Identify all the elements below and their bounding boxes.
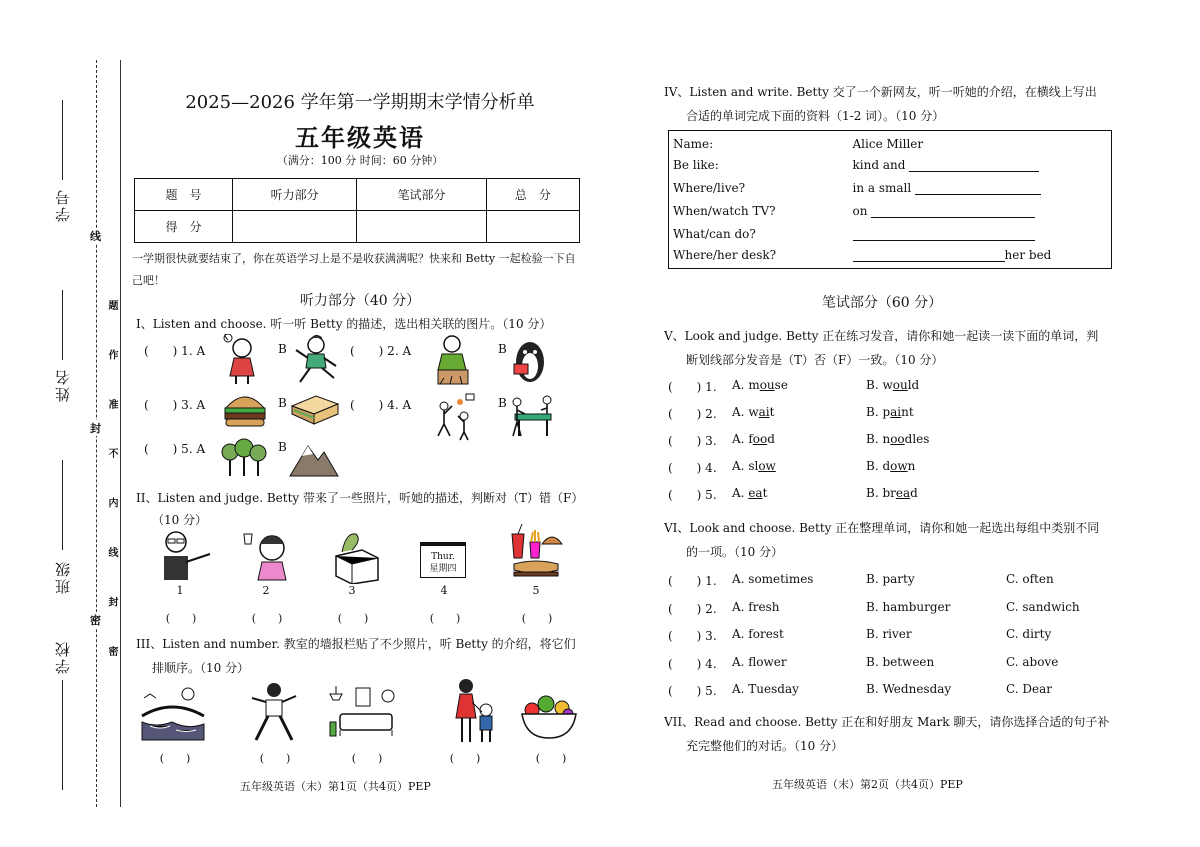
q6-option-a: A. Tuesday bbox=[732, 682, 799, 696]
info-value-desk: her bed bbox=[1004, 247, 1052, 262]
question-2-points: （10 分） bbox=[152, 513, 208, 527]
basketball-players-picture bbox=[430, 392, 476, 442]
score-table bbox=[134, 178, 580, 243]
option-letter: B. bbox=[866, 432, 879, 446]
page-1 bbox=[130, 0, 590, 847]
info-value-be-like: kind and bbox=[852, 158, 906, 172]
mother-child-picture bbox=[450, 676, 500, 746]
question-5-prompt: V、Look and judge. Betty 正在练习发音，请你和她一起读一读下面的单词，判 bbox=[664, 329, 1099, 343]
score-cell-total[interactable] bbox=[486, 211, 579, 243]
seal-feng: 封 bbox=[90, 422, 101, 435]
name-line bbox=[62, 290, 63, 360]
q5-row bbox=[668, 405, 717, 422]
mountain-picture bbox=[288, 438, 340, 478]
word-part: f bbox=[748, 432, 753, 446]
q1-item-4-b: B bbox=[498, 396, 507, 410]
info-key-desk: Where/her desk? bbox=[673, 247, 777, 262]
q5-answer-paren[interactable]: ( ) 3. bbox=[668, 434, 717, 448]
q6-option-c: C. dirty bbox=[1006, 627, 1052, 641]
underlined-part: ea bbox=[748, 486, 763, 500]
teacher-pointer-picture bbox=[158, 526, 214, 582]
option-letter: A. bbox=[732, 432, 745, 446]
q5-answer-paren[interactable]: ( ) 1. bbox=[668, 380, 717, 394]
hamburger-picture bbox=[222, 390, 268, 430]
word-part: se bbox=[774, 378, 788, 392]
q6-option-b: B. river bbox=[866, 627, 912, 641]
q5-option-b bbox=[866, 432, 929, 446]
q2-answer-4[interactable]: ( ) bbox=[429, 612, 461, 625]
info-key-live: Where/live? bbox=[673, 181, 746, 195]
q6-option-b: B. between bbox=[866, 654, 935, 669]
q5-option-b bbox=[866, 405, 914, 419]
info-value-live: in a small bbox=[852, 181, 912, 195]
q6-answer-paren[interactable]: ( ) 5. bbox=[668, 684, 717, 698]
q6-option-b: B. Wednesday bbox=[866, 682, 952, 696]
q5-option-b bbox=[866, 459, 915, 473]
q5-answer-paren[interactable]: ( ) 5. bbox=[668, 488, 717, 502]
q6-answer-paren[interactable]: ( ) 2. bbox=[668, 601, 717, 616]
q2-number-2: 2 bbox=[262, 584, 270, 597]
q2-answer-1[interactable]: ( ) bbox=[165, 612, 197, 625]
word-part: m bbox=[748, 378, 760, 392]
q3-answer-2[interactable]: ( ) bbox=[259, 752, 291, 765]
seal-xian: 线 bbox=[90, 230, 101, 243]
page-2 bbox=[662, 0, 1182, 847]
school-label: 学校 bbox=[54, 640, 72, 674]
thursday-label: Thur. bbox=[431, 552, 455, 562]
word-part: w bbox=[882, 378, 893, 392]
q5-answer-paren[interactable]: ( ) 2. bbox=[668, 407, 717, 421]
boy-kungfu-picture bbox=[250, 680, 300, 744]
q6-option-c: C. Dear bbox=[1006, 682, 1052, 696]
question-7-instructions: 充完整他们的对话。（10 分） bbox=[686, 739, 844, 753]
old-man-picture bbox=[430, 334, 476, 388]
option-letter: A. bbox=[732, 459, 745, 473]
q1-item-2-b: B bbox=[498, 342, 507, 356]
pen-pal-info-table bbox=[668, 130, 1112, 269]
q1-item-1-a[interactable]: ( ) 1. A bbox=[144, 344, 206, 358]
q3-answer-5[interactable]: ( ) bbox=[535, 752, 567, 765]
score-cell-listening[interactable] bbox=[232, 211, 357, 243]
blank-watch-tv[interactable] bbox=[871, 204, 1035, 218]
q1-item-5-a[interactable]: ( ) 5. A bbox=[144, 442, 206, 456]
salad-bowl-picture bbox=[518, 694, 580, 740]
option-letter: B. bbox=[866, 486, 879, 500]
q5-option-b bbox=[866, 378, 919, 392]
q2-number-1: 1 bbox=[176, 584, 184, 597]
underlined-part: ea bbox=[895, 486, 911, 500]
option-letter: B. bbox=[866, 378, 879, 392]
blank-be-like[interactable] bbox=[909, 158, 1039, 172]
q6-option-b: B. hamburger bbox=[866, 599, 951, 614]
q6-option-c: C. often bbox=[1006, 572, 1054, 586]
score-row-label: 得 分 bbox=[135, 211, 233, 243]
option-letter: A. bbox=[732, 378, 745, 392]
school-line bbox=[62, 680, 63, 790]
q2-answer-2[interactable]: ( ) bbox=[251, 612, 283, 625]
q5-answer-paren[interactable]: ( ) 4. bbox=[668, 461, 717, 475]
q5-row bbox=[668, 432, 717, 449]
underlined-part: ow bbox=[758, 459, 776, 473]
page-1-footer: 五年级英语（末）第1页（共4页）PEP bbox=[240, 780, 431, 793]
score-header: 总 分 bbox=[486, 179, 579, 211]
q2-number-5: 5 bbox=[532, 584, 540, 597]
seal-warning-text: 题 作 准 不 内 线 封 密 bbox=[106, 300, 117, 675]
q1-item-3-b: B bbox=[278, 396, 287, 410]
underlined-part: ou bbox=[759, 378, 775, 392]
underlined-part: oo bbox=[752, 432, 768, 446]
q5-option-a bbox=[732, 432, 775, 446]
binding-margin bbox=[0, 0, 128, 847]
question-4-instructions: 合适的单词完成下面的资料（1-2 词）。（10 分） bbox=[686, 109, 945, 123]
blank-live[interactable] bbox=[915, 181, 1041, 195]
word-part: d bbox=[882, 459, 891, 473]
question-3-points: 排顺序。（10 分） bbox=[152, 661, 250, 675]
score-header: 听力部分 bbox=[232, 179, 357, 211]
intro-text: 一学期很快就要结束了，你在英语学习上是不是收获满满呢？快来和 Betty 一起检验一下自己吧！ bbox=[132, 252, 576, 287]
living-room-picture bbox=[326, 682, 406, 744]
question-6-prompt: VI、Look and choose. Betty 正在整理单词，请你和她一起选出每组中类别不同 bbox=[664, 521, 1100, 535]
score-header: 题 号 bbox=[135, 179, 233, 211]
q6-answer-paren[interactable]: ( ) 4. bbox=[668, 656, 717, 671]
q6-option-a: A. forest bbox=[732, 627, 784, 641]
underlined-part: ai bbox=[758, 405, 770, 419]
score-cell-writing[interactable] bbox=[357, 211, 486, 243]
q1-item-3-a[interactable]: ( ) 3. A bbox=[144, 398, 206, 412]
girl-with-cup-picture bbox=[240, 528, 296, 582]
q6-option-c: C. above bbox=[1006, 654, 1059, 669]
info-value-name: Alice Miller bbox=[852, 137, 924, 152]
underlined-part: ai bbox=[890, 405, 902, 419]
word-part: sl bbox=[748, 459, 759, 473]
class-label: 班级 bbox=[54, 560, 72, 594]
ping-pong-picture bbox=[505, 392, 555, 442]
question-5-instructions: 断划线部分发音是（T）否（F）一致。（10 分） bbox=[686, 353, 944, 367]
box-plant-picture bbox=[326, 528, 382, 584]
blank-desk[interactable] bbox=[853, 248, 1005, 262]
class-line bbox=[62, 460, 63, 550]
score-time-note: （满分：100 分 时间：60 分钟） bbox=[276, 154, 444, 167]
q6-option-a: A. fresh bbox=[732, 599, 780, 614]
info-value-watch-tv: on bbox=[852, 204, 868, 218]
student-id-label: 学号 bbox=[54, 188, 72, 222]
q5-option-a bbox=[732, 405, 774, 419]
question-2-prompt: II、Listen and judge. Betty 带来了一些照片，听她的描述，判断对（T）错（F） bbox=[136, 491, 584, 505]
seal-mi: 密 bbox=[90, 614, 101, 627]
word-part: nt bbox=[901, 405, 914, 419]
q6-option-b: B. party bbox=[866, 572, 915, 586]
q5-row bbox=[668, 459, 717, 476]
q5-row bbox=[668, 378, 717, 395]
q1-item-4-a[interactable]: ( ) 4. A bbox=[350, 398, 412, 412]
question-3-prompt: III、Listen and number. 教室的墙报栏贴了不少照片，听 Betty 的介绍，将它们 bbox=[136, 637, 576, 651]
q6-answer-paren[interactable]: ( ) 3. bbox=[668, 629, 717, 643]
q5-option-a bbox=[732, 378, 788, 392]
word-part: w bbox=[748, 405, 759, 419]
q3-answer-3[interactable]: ( ) bbox=[351, 752, 383, 765]
blank-can-do[interactable] bbox=[853, 227, 1035, 241]
underlined-part: oo bbox=[890, 432, 905, 446]
q2-answer-3[interactable]: ( ) bbox=[337, 612, 369, 625]
word-part: p bbox=[882, 405, 891, 419]
q3-answer-1[interactable]: ( ) bbox=[159, 752, 191, 765]
student-id-line bbox=[62, 100, 63, 180]
q1-item-1-b: B bbox=[278, 342, 287, 356]
q3-answer-4[interactable]: ( ) bbox=[449, 752, 481, 765]
thursday-cn-label: 星期四 bbox=[429, 564, 457, 574]
word-part: n bbox=[882, 432, 891, 446]
q1-item-5-b: B bbox=[278, 440, 287, 454]
word-part: d bbox=[910, 486, 918, 500]
page-2-footer: 五年级英语（末）第2页（共4页）PEP bbox=[772, 778, 963, 791]
bridge-river-picture bbox=[140, 682, 206, 742]
word-part: dles bbox=[904, 432, 930, 446]
option-letter: B. bbox=[866, 459, 879, 473]
q5-option-a bbox=[732, 486, 767, 500]
option-letter: A. bbox=[732, 486, 745, 500]
q5-row bbox=[668, 486, 717, 503]
q6-option-a: A. sometimes bbox=[732, 572, 814, 586]
q2-answer-5[interactable]: ( ) bbox=[521, 612, 553, 625]
question-7-prompt: VII、Read and choose. Betty 正在和好朋友 Mark 聊天，请你选择合适的句子补 bbox=[664, 715, 1110, 729]
underlined-part: ow bbox=[890, 459, 908, 473]
binding-solid-line bbox=[120, 60, 121, 807]
q2-number-4: 4 bbox=[440, 584, 448, 597]
penguin-reading-picture bbox=[510, 334, 550, 386]
score-header: 笔试部分 bbox=[357, 179, 486, 211]
word-part: n bbox=[907, 459, 916, 473]
info-key-can-do: What/can do? bbox=[673, 227, 756, 241]
q2-number-3: 3 bbox=[348, 584, 356, 597]
q6-option-a: A. flower bbox=[732, 654, 787, 669]
q1-item-2-a[interactable]: ( ) 2. A bbox=[350, 344, 412, 358]
sandwich-picture bbox=[288, 392, 340, 428]
word-part: t bbox=[762, 486, 768, 500]
word-part: br bbox=[882, 486, 896, 500]
info-key-watch-tv: When/watch TV? bbox=[673, 204, 776, 218]
option-letter: B. bbox=[866, 405, 879, 419]
info-key-be-like: Be like: bbox=[673, 158, 719, 172]
word-part: ld bbox=[907, 378, 920, 392]
exam-title: 2025—2026 学年第一学期期末学情分析单 bbox=[185, 92, 535, 113]
subject-title: 五年级英语 bbox=[295, 123, 425, 152]
forest-picture bbox=[220, 438, 268, 478]
writing-section-title: 笔试部分（60 分） bbox=[821, 295, 943, 311]
thursday-card bbox=[420, 542, 466, 578]
word-part: t bbox=[769, 405, 775, 419]
listening-section-title: 听力部分（40 分） bbox=[299, 293, 421, 309]
question-6-instructions: 的一项。（10 分） bbox=[686, 545, 784, 559]
word-part: d bbox=[767, 432, 775, 446]
name-label: 姓名 bbox=[54, 368, 72, 402]
info-key-name: Name: bbox=[673, 137, 714, 152]
girl-idea-picture bbox=[220, 334, 264, 386]
question-4-prompt: IV、Listen and write. Betty 交了一个新网友，听一听她的介绍，在横线上写出 bbox=[664, 85, 1097, 99]
question-1-prompt: I、Listen and choose. 听一听 Betty 的描述，选出相关联的图片。（10 分） bbox=[136, 317, 552, 331]
boy-dancing-picture bbox=[290, 334, 342, 386]
fast-food-picture bbox=[508, 522, 564, 582]
option-letter: A. bbox=[732, 405, 745, 419]
q5-option-a bbox=[732, 459, 776, 473]
underlined-part: ou bbox=[892, 378, 908, 392]
q6-answer-paren[interactable]: ( ) 1. bbox=[668, 574, 717, 588]
q6-option-c: C. sandwich bbox=[1006, 599, 1080, 614]
q5-option-b bbox=[866, 486, 918, 500]
